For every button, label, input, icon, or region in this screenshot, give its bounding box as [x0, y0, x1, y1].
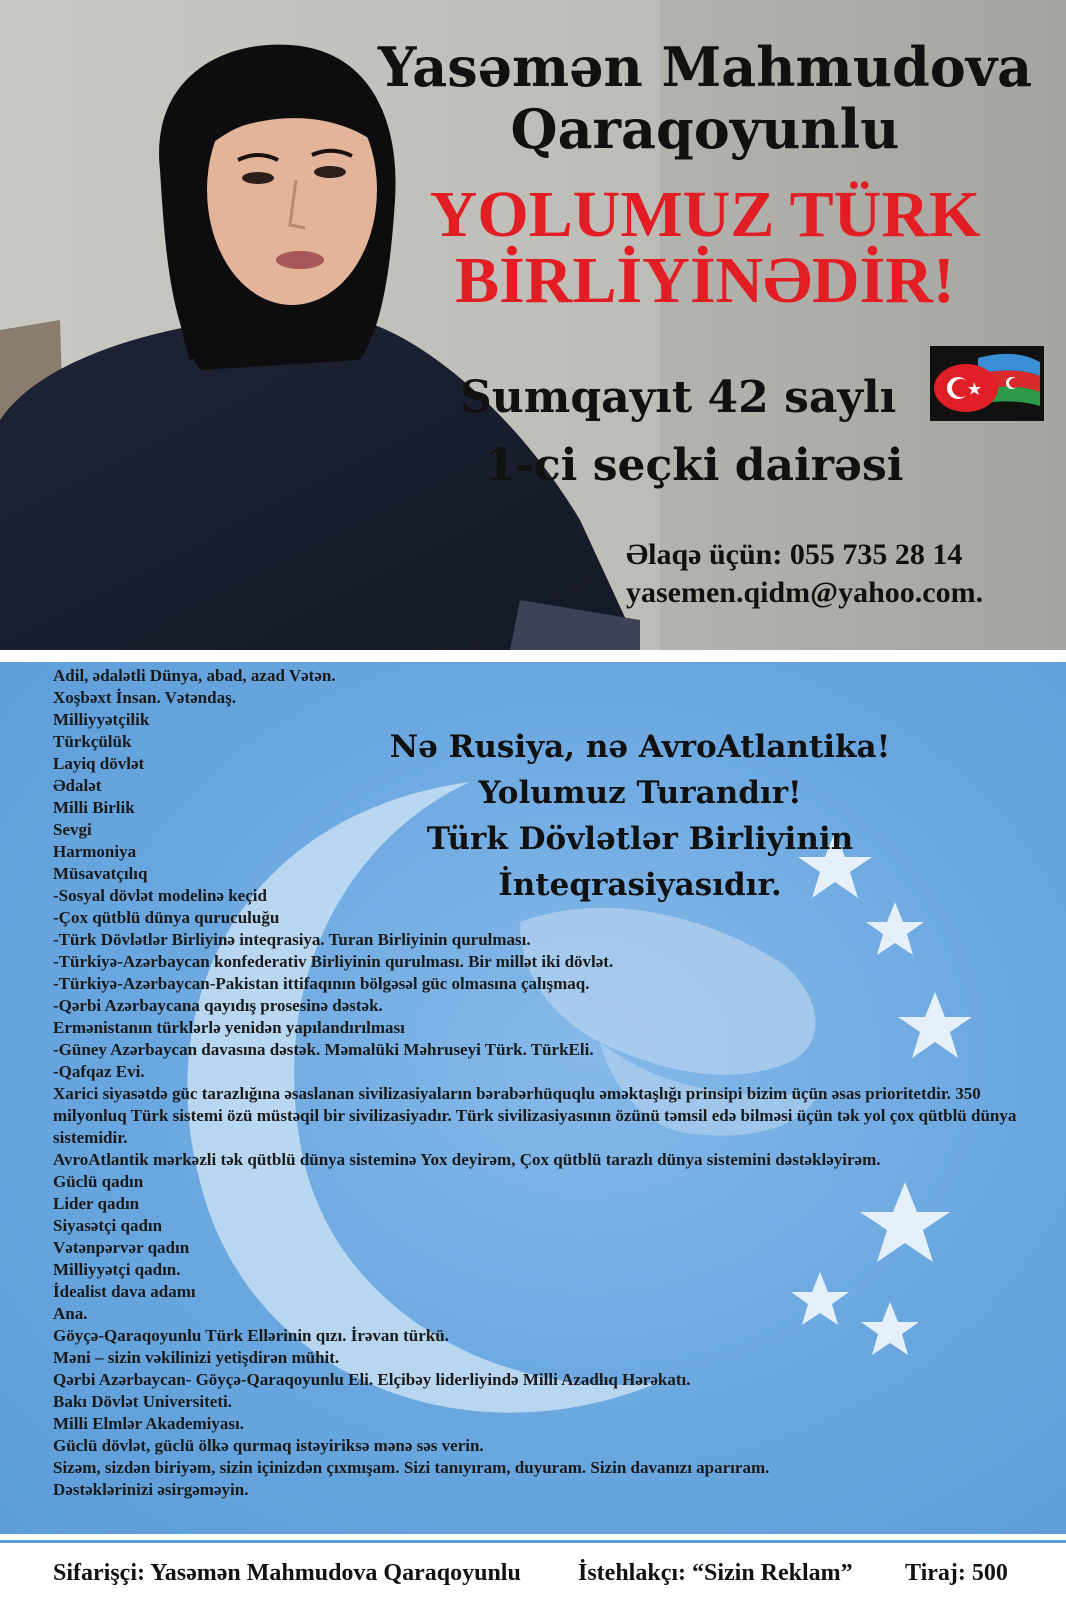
list-item: Xarici siyasətdə güc tarazlığına əsaslanan sivilizasiyaların bərabərhüquqlu əməktaşlığı prinsipi bizim üçün əsas prioritetdir. 350 milyonluq Türk sistemi özü müstəqil bir sivilizasiyadır. Türk sivilizasiyasının özünü təmsil edə bilməsi üçün tək yol çox qütblü dünya sistemidir. — [53, 1084, 1017, 1147]
list-item: Müsavatçılıq — [53, 864, 148, 883]
candidate-name-line2: Qaraqoyunlu — [510, 97, 900, 161]
footer-rule — [0, 1540, 1066, 1543]
list-item: Vətənpərvər qadın — [53, 1238, 190, 1257]
list-item: Harmoniya — [53, 842, 137, 861]
list-item: Qərbi Azərbaycan- Göyçə-Qaraqoyunlu Eli. Elçibəy liderliyində Milli Azadlıq Hərəkatı. — [53, 1370, 691, 1389]
footer-circulation: Tiraj: 500 — [905, 1560, 1008, 1586]
turkey-azerbaijan-flags-hands-icon — [930, 346, 1044, 421]
list-item: Ana. — [53, 1304, 88, 1323]
list-item: Bakı Dövlət Universiteti. — [53, 1392, 232, 1411]
list-item: -Güney Azərbaycan davasına dəstək. Məmalüki Məhruseyi Türk. TürkEli. — [53, 1040, 594, 1059]
list-item: Ermənistanın türklərlə yenidən yapılandırılması — [53, 1018, 405, 1037]
list-item: -Türkiyə-Azərbaycan konfederativ Birliyinin qurulması. Bir millət iki dövlət. — [53, 952, 614, 971]
list-item: Layiq dövlət — [53, 754, 145, 773]
header-banner — [0, 0, 1066, 650]
list-item: -Çox qütblü dünya quruculuğu — [53, 908, 280, 927]
list-item: Xoşbəxt İnsan. Vətəndaş. — [53, 688, 236, 707]
list-item: -Sosyal dövlət modelinə keçid — [53, 886, 267, 905]
list-item: Ədalət — [53, 776, 102, 795]
list-item: Güclü dövlət, güclü ölkə qurmaq istəyiriksə mənə səs verin. — [53, 1436, 484, 1455]
center-slogan-line: Türk Dövlətlər Birliyinin İnteqrasiyasıdır. — [426, 821, 854, 903]
list-item: Göyçə-Qaraqoyunlu Türk Ellərinin qızı. İrəvan türkü. — [53, 1326, 449, 1345]
district-line1: Sumqayıt 42 saylı — [460, 372, 897, 423]
list-item: -Türkiyə-Azərbaycan-Pakistan ittifaqının bölgəsəl güc olmasına çalışmaq. — [53, 974, 590, 993]
center-slogan-line: Yolumuz Turandır! — [478, 775, 802, 811]
list-item: Adil, ədalətli Dünya, abad, azad Vətən. — [53, 666, 336, 685]
footer — [0, 1552, 1066, 1600]
contact-email: yasemen.qidm@yahoo.com. — [626, 576, 984, 609]
header-titles — [360, 35, 1050, 317]
footer-customer: Sifarişçi: Yasəmən Mahmudova Qaraqoyunlu — [53, 1560, 521, 1586]
main-slogan-line2: BİRLİYİNƏDİR! — [455, 244, 955, 317]
list-item: AvroAtlantik mərkəzli tək qütblü dünya sisteminə Yox deyirəm, Çox qütblü tarazlı dünya sistemini dəstəkləyirəm. — [53, 1150, 881, 1169]
center-slogan-line: Nə Rusiya, nə AvroAtlantika! — [389, 729, 891, 765]
list-item: Sizəm, sizdən biriyəm, sizin içinizdən çıxmışam. Sizi tanıyıram, duyuram. Sizin davanızı aparıram. — [53, 1458, 770, 1477]
list-item: Güclü qadın — [53, 1172, 144, 1191]
footer-producer: İstehlakçı: “Sizin Reklam” — [578, 1560, 853, 1586]
program-section — [0, 662, 1066, 1534]
list-item: -Qərbi Azərbaycana qayıdış prosesinə dəstək. — [53, 996, 383, 1015]
center-slogans — [290, 724, 990, 908]
candidate-name-line1: Yasəmən Mahmudova — [377, 35, 1033, 99]
list-item: Lider qadın — [53, 1194, 140, 1213]
contact-info — [626, 536, 983, 612]
list-item: İdealist dava adamı — [53, 1282, 196, 1301]
list-item: Türkçülük — [53, 732, 132, 751]
list-item: Milli Birlik — [53, 798, 135, 817]
list-item: Dəstəklərinizi əsirgəməyin. — [53, 1480, 249, 1499]
list-item: Milliyyətçilik — [53, 710, 150, 729]
list-item: -Türk Dövlətlər Birliyinə inteqrasiya. Turan Birliyinin qurulması. — [53, 930, 531, 949]
main-slogan — [360, 178, 1050, 317]
list-item: Məni – sizin vəkilinizi yetişdirən mühit. — [53, 1348, 340, 1367]
district-line2: 1-ci seçki dairəsi — [485, 440, 904, 491]
list-item: Milliyyətçi qadın. — [53, 1260, 181, 1279]
list-item: Siyasətçi qadın — [53, 1216, 163, 1235]
contact-phone: Əlaqə üçün: 055 735 28 14 — [626, 538, 963, 571]
main-slogan-line1: YOLUMUZ TÜRK — [429, 178, 981, 251]
list-item: Sevgi — [53, 820, 92, 839]
list-item: -Qafqaz Evi. — [53, 1062, 145, 1081]
list-item: Milli Elmlər Akademiyası. — [53, 1414, 244, 1433]
divider-strip — [0, 650, 1066, 660]
